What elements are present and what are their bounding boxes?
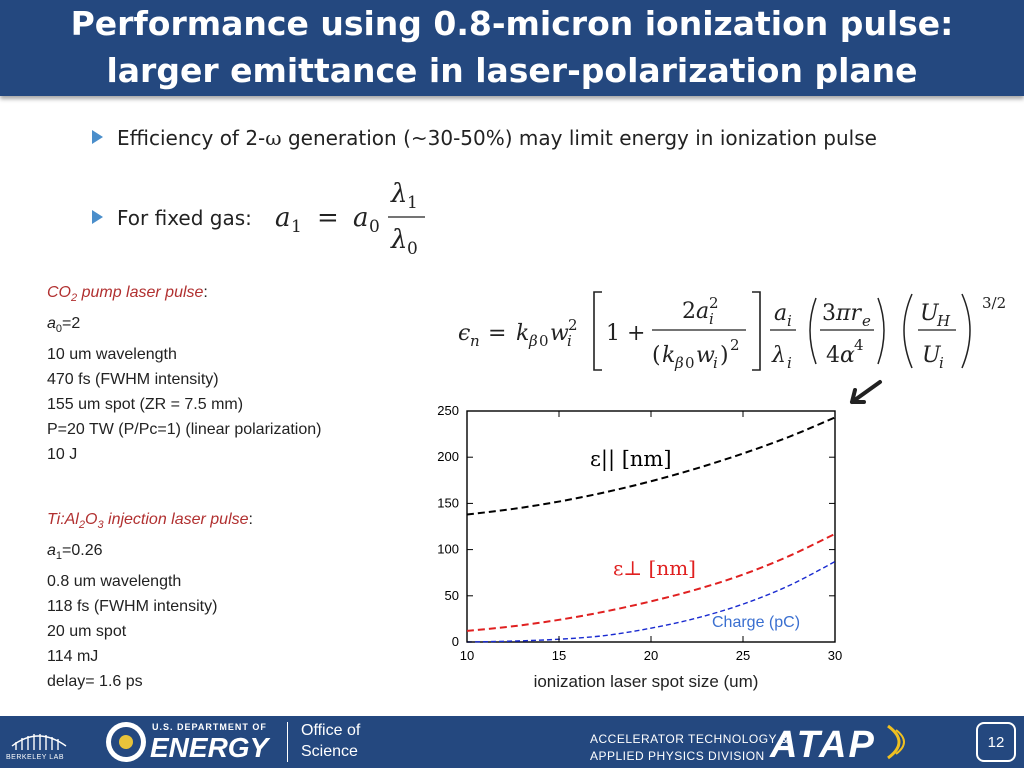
svg-text:i: i <box>787 312 792 330</box>
ti-line: 118 fs (FWHM intensity) <box>47 598 218 616</box>
ti-a1: $a_1=0.26$ <box>47 542 103 563</box>
svg-text:1: 1 <box>291 217 302 237</box>
atap-line-2: APPLIED PHYSICS DIVISION <box>590 749 765 763</box>
svg-text:U: U <box>922 343 941 368</box>
svg-text:e: e <box>862 312 871 330</box>
equation-emittance <box>456 284 1018 370</box>
svg-text:(: ( <box>652 343 661 368</box>
ti-line: 20 um spot <box>47 623 127 641</box>
plot-frame <box>467 411 835 642</box>
series-label-perp: ε⊥ [nm] <box>613 556 696 580</box>
bullet-arrow-icon <box>92 130 103 144</box>
chart-svg <box>420 395 843 695</box>
ti-line: 0.8 um wavelength <box>47 573 182 591</box>
office-label-2: Science <box>301 743 358 760</box>
office-label-1: Office of <box>301 722 361 739</box>
svg-text:k: k <box>516 321 530 346</box>
y-tick-label: 150 <box>437 495 459 511</box>
x-tick-label: 10 <box>459 648 475 663</box>
svg-text:i: i <box>787 354 792 372</box>
co2-a0: $a_0=2$ <box>47 315 81 336</box>
co2-line: 155 um spot (ZR = 7.5 mm) <box>47 396 244 414</box>
pointer-arrow-icon <box>846 378 886 410</box>
svg-text:i: i <box>713 354 718 372</box>
atap-logo: ATAP <box>770 724 876 766</box>
svg-text:i: i <box>939 354 944 372</box>
svg-text:πr: πr <box>836 301 861 326</box>
ti-line: 114 mJ <box>47 648 99 666</box>
co2-line: 470 fs (FWHM intensity) <box>47 371 219 389</box>
x-axis-title: ionization laser spot size (um) <box>533 672 759 691</box>
doe-seal-icon <box>104 720 148 764</box>
svg-text:=: = <box>488 321 507 346</box>
svg-text:2: 2 <box>682 299 696 324</box>
svg-text:w: w <box>550 321 569 346</box>
svg-text:a: a <box>696 299 710 324</box>
svg-text:λ: λ <box>391 225 408 255</box>
svg-text:2: 2 <box>568 316 578 334</box>
svg-text:0: 0 <box>407 239 418 259</box>
bullet-arrow-icon <box>92 210 103 224</box>
svg-text:i: i <box>567 332 572 350</box>
svg-text:4: 4 <box>854 336 864 354</box>
bullet-fixed-gas <box>92 206 252 230</box>
svg-text:n: n <box>470 332 480 350</box>
svg-text:α: α <box>840 343 855 368</box>
svg-text:U: U <box>920 301 939 326</box>
svg-text:i: i <box>709 310 714 328</box>
x-tick-label: 20 <box>643 648 659 663</box>
page-number-box <box>976 722 1016 762</box>
ti-header: $Ti:Al_2O_3$ injection laser pulse: <box>47 511 253 532</box>
svg-text:0: 0 <box>369 217 380 237</box>
x-tick-label: 30 <box>827 648 843 663</box>
svg-text:λ: λ <box>772 343 786 368</box>
svg-text:0: 0 <box>539 332 549 350</box>
svg-text:β: β <box>675 354 684 372</box>
x-tick-label: 25 <box>735 648 751 663</box>
atap-line-1: ACCELERATOR TECHNOLOGY & <box>590 732 790 746</box>
series-label-charge: Charge (pC) <box>712 614 801 631</box>
berkeley-lab-label: BERKELEY LAB <box>6 754 65 761</box>
ti-injection-params <box>47 507 253 694</box>
svg-text:2: 2 <box>730 336 740 354</box>
emittance-chart <box>420 395 843 695</box>
omega-symbol: ω <box>265 126 282 150</box>
svg-text:H: H <box>937 312 951 330</box>
svg-text:k: k <box>662 343 676 368</box>
svg-text:=: = <box>317 203 339 233</box>
svg-text:β: β <box>529 332 538 350</box>
svg-text:1: 1 <box>407 193 418 213</box>
slide-title-line-1: Performance using 0.8-micron ionization pulse: <box>70 4 954 43</box>
doe-energy-label: ENERGY <box>150 732 269 763</box>
title-bar <box>0 0 1024 96</box>
svg-text:): ) <box>720 343 729 368</box>
atap-swoosh-icon <box>884 722 914 762</box>
co2-line: P=20 TW (P/Pc=1) (linear polarization) <box>47 421 322 439</box>
svg-text:3/2: 3/2 <box>982 294 1007 312</box>
bullet-efficiency <box>92 126 877 150</box>
svg-text:4: 4 <box>826 343 840 368</box>
bullet-text: For fixed gas: <box>117 206 252 230</box>
equation-a1 <box>275 172 435 258</box>
co2-line: 10 J <box>47 446 78 464</box>
page-number: 12 <box>987 734 1005 751</box>
svg-text:a: a <box>774 301 788 326</box>
y-tick-label: 100 <box>437 541 459 557</box>
doe-small-label: U.S. DEPARTMENT OF <box>152 722 267 732</box>
svg-text:2: 2 <box>709 294 719 312</box>
x-tick-label: 15 <box>551 648 567 663</box>
y-tick-label: 0 <box>451 634 459 649</box>
ti-line: delay= 1.6 ps <box>47 673 143 691</box>
berkeley-lab-logo-icon <box>8 720 70 756</box>
footer-divider <box>287 722 288 762</box>
svg-text:3: 3 <box>822 301 836 326</box>
y-tick-label: 200 <box>437 449 459 465</box>
bullet-text-suffix: generation (~30-50%) may limit energy in ionization pulse <box>281 126 877 150</box>
co2-pump-params <box>47 280 321 467</box>
footer-bar <box>0 716 1024 768</box>
svg-text:1 +: 1 + <box>606 321 646 346</box>
svg-text:w: w <box>696 343 715 368</box>
slide-title-line-2: larger emittance in laser-polarization plane <box>106 51 918 90</box>
svg-text:ϵ: ϵ <box>458 321 471 346</box>
svg-text:λ: λ <box>391 179 408 209</box>
svg-text:a: a <box>353 203 369 233</box>
co2-header: $CO_2$ pump laser pulse: <box>47 284 208 305</box>
co2-line: 10 um wavelength <box>47 346 177 364</box>
svg-text:0: 0 <box>685 354 695 372</box>
y-tick-label: 50 <box>444 587 459 603</box>
svg-text:a: a <box>275 203 291 233</box>
bullet-text-prefix: Efficiency of 2- <box>117 126 266 150</box>
y-tick-label: 250 <box>437 403 459 418</box>
series-label-parallel: ε|| [nm] <box>590 447 672 471</box>
